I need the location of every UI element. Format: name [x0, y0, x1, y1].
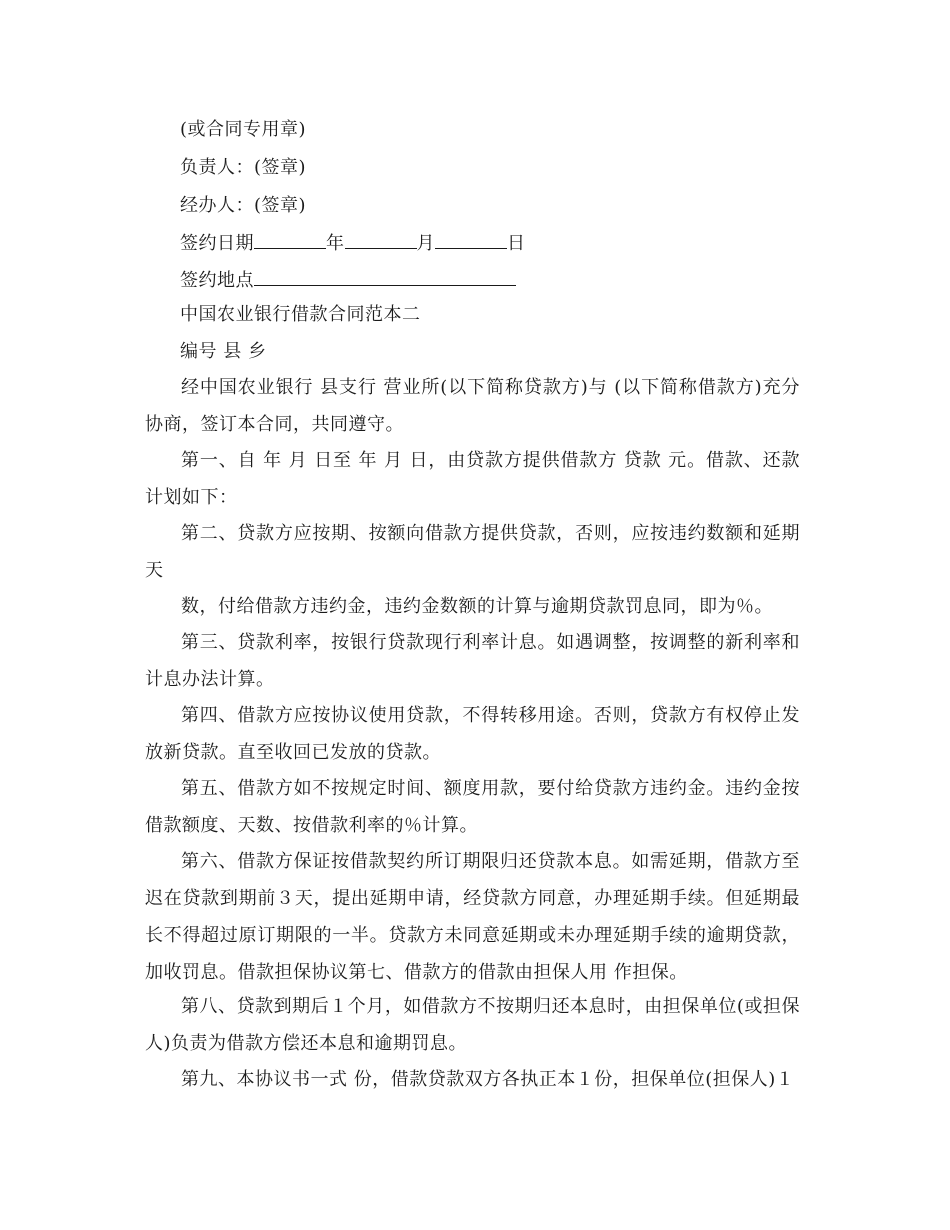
clause-5: 第五、借款方如不按规定时间、额度用款，要付给贷款方违约金。违约金按借款额度、天数、按借款利率的％计算。 [145, 778, 800, 836]
number-line: 编号 县 乡 [180, 341, 267, 362]
sign-place-label: 签约地点 [180, 270, 254, 291]
intro-paragraph: 经中国农业银行 县支行 营业所(以下简称贷款方)与 (以下简称借款方)充分协商，签订本合同，共同遵守。 [145, 377, 800, 435]
handler-line: 经办人：(签章) [180, 195, 307, 216]
day-blank [435, 230, 507, 249]
day-label: 日 [507, 233, 526, 254]
clause-1: 第一、自 年 月 日至 年 月 日，由贷款方提供借款方 贷款 元。借款、还款计划如下： [145, 450, 800, 508]
clause-4: 第四、借款方应按协议使用贷款，不得转移用途。否则，贷款方有权停止发放新贷款。直至收回已发放的贷款。 [145, 705, 800, 763]
sign-date-line [180, 230, 526, 256]
seal-line: (或合同专用章) [180, 119, 307, 140]
clause-3: 第三、贷款利率，按银行贷款现行利率计息。如遇调整，按调整的新利率和计息办法计算。 [145, 632, 800, 690]
person-in-charge-line: 负责人：(签章) [180, 157, 307, 178]
sign-place-blank [254, 267, 516, 286]
clause-9: 第九、本协议书一式 份，借款贷款双方各执正本１份，担保单位(担保人)１ [181, 1069, 795, 1090]
year-label: 年 [326, 233, 345, 254]
clause-8: 第八、贷款到期后１个月，如借款方不按期归还本息时，由担保单位(或担保人)负责为借款方偿还本息和逾期罚息。 [145, 996, 800, 1054]
month-label: 月 [416, 233, 435, 254]
clause-6: 第六、借款方保证按借款契约所订期限归还贷款本息。如需延期，借款方至迟在贷款到期前３天，提出延期申请，经贷款方同意，办理延期手续。但延期最长不得超过原订期限的一半。贷款方未同意延期或未办理延期手续的逾期贷款，加收罚息。借款担保协议第七、借款方的借款由担保人用 作担保。 [145, 851, 800, 983]
year-blank [254, 230, 326, 249]
clause-2a: 第二、贷款方应按期、按额向借款方提供贷款，否则，应按违约数额和延期天 [145, 523, 800, 581]
month-blank [345, 230, 417, 249]
sign-place-line [180, 267, 516, 293]
template-title: 中国农业银行借款合同范本二 [180, 304, 421, 325]
sign-date-label: 签约日期 [180, 233, 254, 254]
clause-2b: 数，付给借款方违约金，违约金数额的计算与逾期贷款罚息同，即为％。 [181, 596, 773, 617]
